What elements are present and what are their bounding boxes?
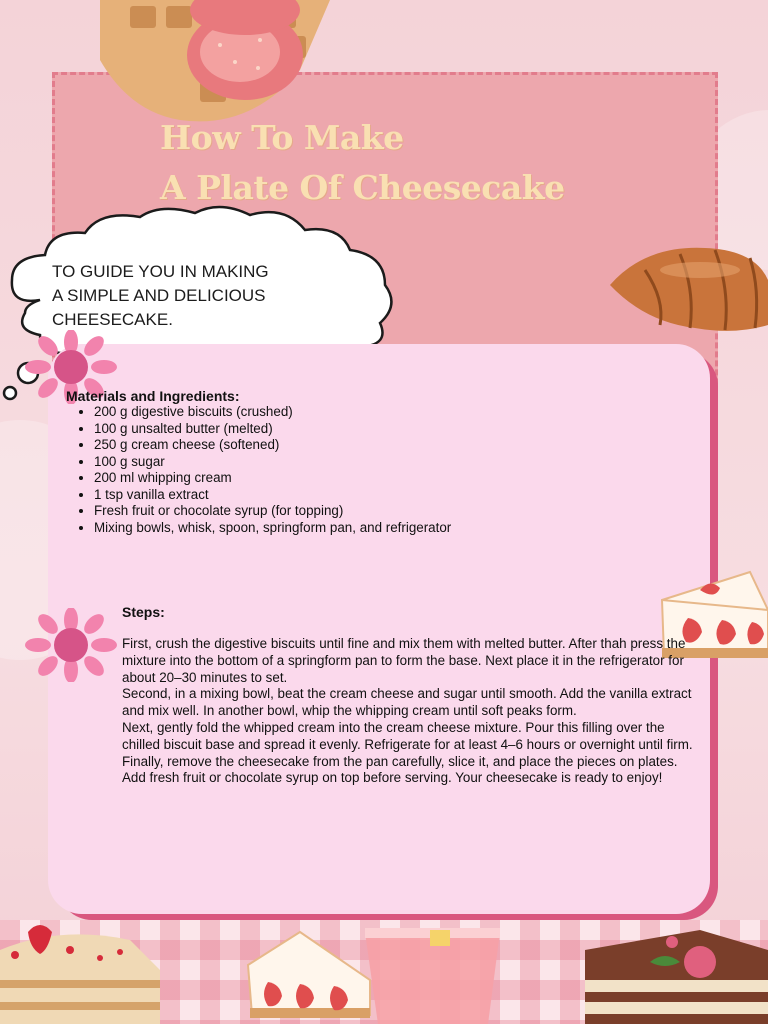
- step-paragraph: Next, gently fold the whipped cream into the cream cheese mixture. Pour this filling over the chilled biscuit base and spread it evenly. Refrigerate for at least 4–6 hours or overnight until firm.: [122, 719, 693, 752]
- list-item: • 1 tsp vanilla extract: [94, 487, 451, 504]
- waffle-strawberry-illustration: [70, 0, 340, 135]
- materials-list: [74, 404, 451, 536]
- pink-flower-icon: [24, 608, 118, 682]
- croissant-illustration: [605, 240, 768, 335]
- steps-body: [122, 636, 696, 787]
- steps-heading: Steps:: [122, 604, 165, 620]
- materials-heading: Materials and Ingredients:: [66, 388, 240, 404]
- dessert-row-illustration: [0, 910, 768, 1024]
- intro-text: TO GUIDE YOU IN MAKING A SIMPLE AND DELICIOUS CHEESECAKE.: [52, 262, 269, 329]
- page-title-line-2: A Plate Of Cheesecake: [160, 168, 565, 207]
- step-paragraph: Finally, remove the cheesecake from the pan carefully, slice it, and place the pieces on plates. Add fresh fruit or chocolate syrup on top before serving. Your cheesecake is ready to enjoy!: [122, 753, 678, 786]
- list-item: • 250 g cream cheese (softened): [94, 437, 451, 454]
- list-item: • 100 g unsalted butter (melted): [94, 421, 451, 438]
- list-item: • 100 g sugar: [94, 454, 451, 471]
- list-item: • Fresh fruit or chocolate syrup (for topping): [94, 503, 451, 520]
- step-paragraph: First, crush the digestive biscuits until fine and mix them with melted butter. After thah press the mixture into the bottom of a springform pan to form the base. Next place it in the refrigerator for about 20–30 minutes to set.: [122, 636, 686, 685]
- list-item: • 200 g digestive biscuits (crushed): [94, 404, 451, 421]
- step-paragraph: Second, in a mixing bowl, beat the cream cheese and sugar until smooth. Add the vanilla extract and mix well. In another bowl, whip the whipping cream until soft peaks form.: [122, 686, 692, 719]
- list-item: • 200 ml whipping cream: [94, 470, 451, 487]
- page-title-line-1: How To Make: [160, 118, 404, 157]
- list-item: • Mixing bowls, whisk, spoon, springform pan, and refrigerator: [94, 520, 451, 537]
